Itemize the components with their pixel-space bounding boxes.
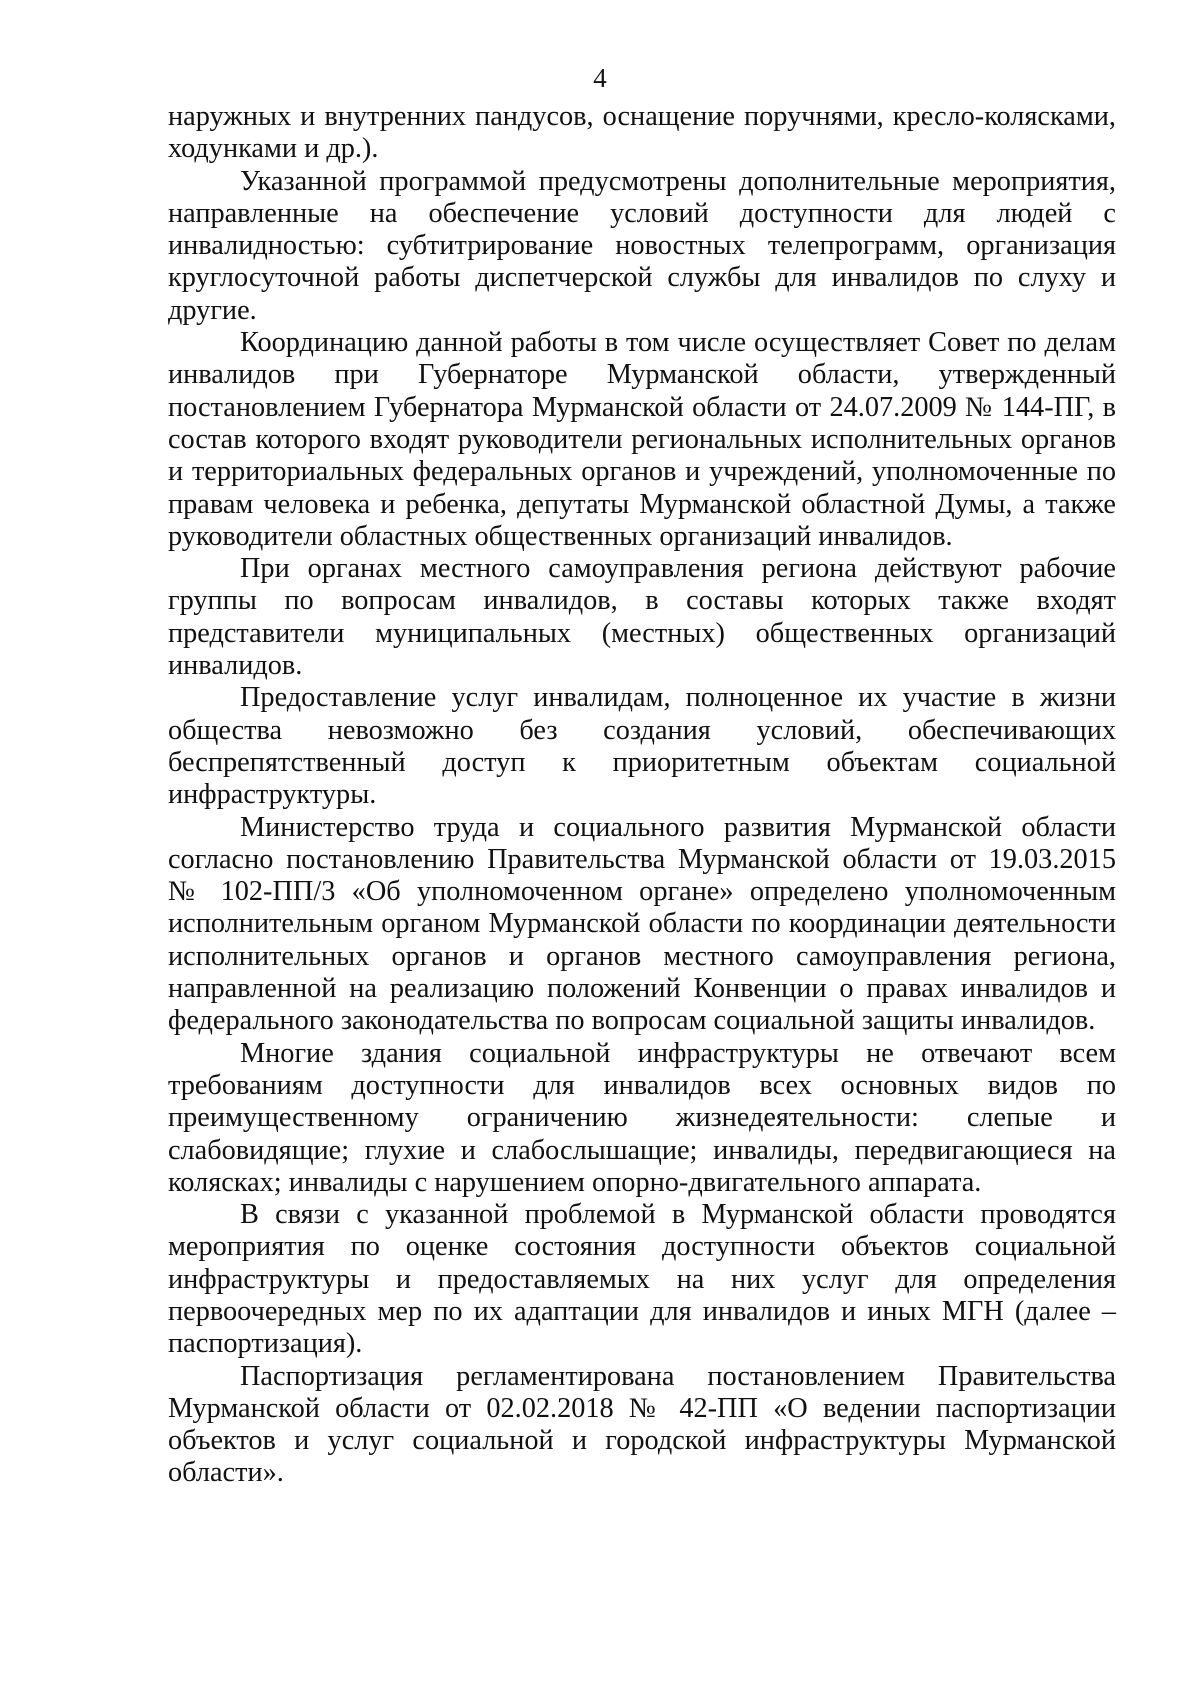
paragraph-buildings-accessibility: Многие здания социальной инфраструктуры не отвечают всем требованиям доступности для инвалидов всех основных видов по преимущественному ограничению жизнедеятельности: слепые и слабовидящие; глухие и слабослышащие; инвалиды, передвигающиеся на колясках; инвалиды с нарушением опорно-двигательного аппарата. bbox=[168, 1037, 1116, 1198]
paragraph-passportization: Паспортизация регламентирована постановлением Правительства Мурманской области от 02.02.2018 № 42-ПП «О ведении паспортизации объектов и услуг социальной и городской инфраструктуры Мурманской области». bbox=[168, 1360, 1116, 1489]
paragraph-additional-measures: Указанной программой предусмотрены дополнительные мероприятия, направленные на обеспечение условий доступности для людей с инвалидностью: субтитрирование новостных телепрограмм, организация круглосуточной работы диспетчерской службы для инвалидов по слуху и другие. bbox=[168, 165, 1116, 326]
paragraph-services-access: Предоставление услуг инвалидам, полноценное их участие в жизни общества невозможно без создания условий, обеспечивающих беспрепятственный доступ к приоритетным объектам социальной инфраструктуры. bbox=[168, 682, 1116, 811]
paragraph-council-coordination: Координацию данной работы в том числе осуществляет Совет по делам инвалидов при Губернаторе Мурманской области, утвержденный постановлением Губернатора Мурманской области от 24.07.2009 № 144-ПГ, в состав которого входят руководители региональных исполнительных органов и территориальных федеральных органов и учреждений, уполномоченные по правам человека и ребенка, депутаты Мурманской областной Думы, а также руководители областных общественных организаций инвалидов. bbox=[168, 327, 1116, 552]
paragraph-working-groups: При органах местного самоуправления региона действуют рабочие группы по вопросам инвалидов, в составы которых также входят представители муниципальных (местных) общественных организаций инвалидов. bbox=[168, 553, 1116, 682]
paragraph-assessment: В связи с указанной проблемой в Мурманской области проводятся мероприятия по оценке состояния доступности объектов социальной инфраструктуры и предоставляемых на них услуг для определения первоочередных мер по их адаптации для инвалидов и иных МГН (далее – паспортизация). bbox=[168, 1199, 1116, 1360]
document-body bbox=[168, 101, 1116, 1490]
paragraph-continuation: наружных и внутренних пандусов, оснащение поручнями, кресло-колясками, ходунками и др.). bbox=[168, 101, 1116, 165]
page-number: 4 bbox=[593, 63, 607, 93]
paragraph-ministry: Министерство труда и социального развития Мурманской области согласно постановлению Правительства Мурманской области от 19.03.2015 № 102-ПП/3 «Об уполномоченном органе» определено уполномоченным исполнительным органом Мурманской области по координации деятельности исполнительных органов и органов местного самоуправления региона, направленной на реализацию положений Конвенции о правах инвалидов и федерального законодательства по вопросам социальной защиты инвалидов. bbox=[168, 811, 1116, 1037]
